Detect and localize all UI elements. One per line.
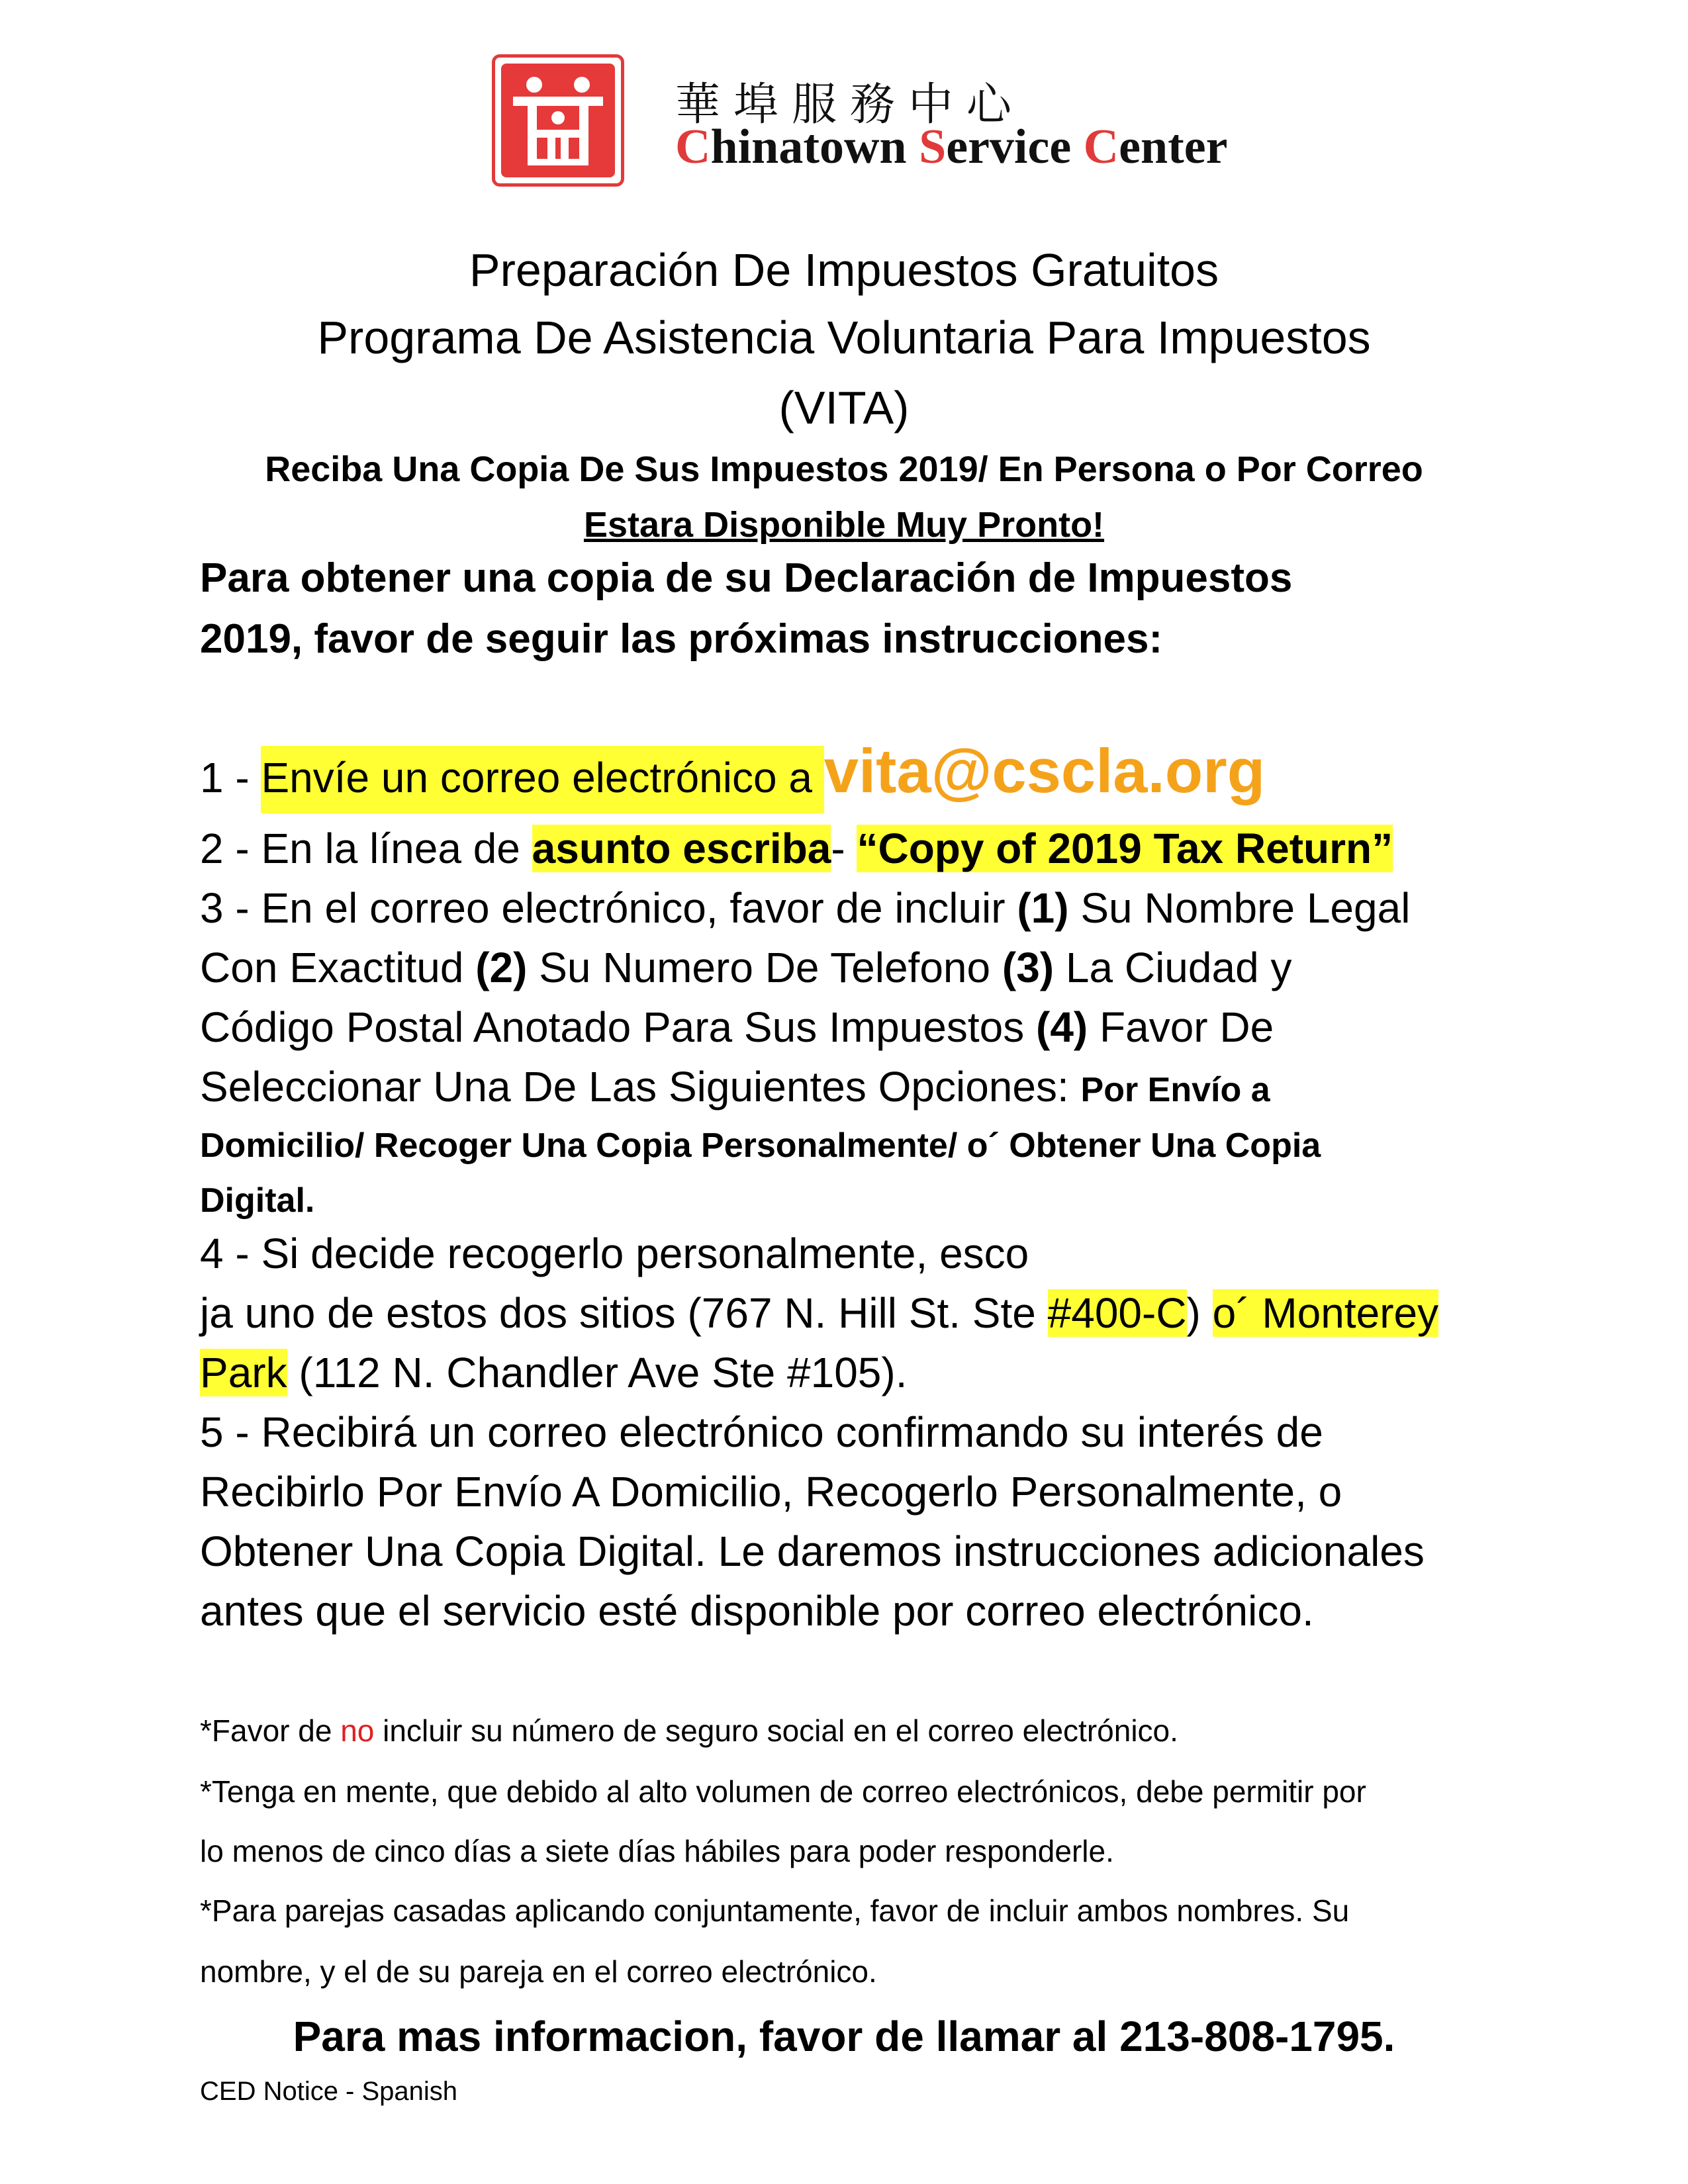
contact-phone-line: Para mas informacion, favor de llamar al 213-808-1795. — [293, 2013, 1395, 2060]
step-3-options-line-2: Domicilio/ Recoger Una Copia Personalmente/ o´ Obtener Una Copia — [200, 1126, 1321, 1165]
document-tag: CED Notice - Spanish — [200, 2077, 458, 2106]
address-highlight: #400-C — [1047, 1289, 1187, 1337]
title-line-3: (VITA) — [778, 382, 910, 433]
step-2 — [200, 827, 1393, 870]
note-1 — [200, 1713, 1178, 1749]
step-3-number: (1) — [1017, 884, 1069, 932]
logo-letter: S — [919, 120, 947, 174]
step-3-text: Con Exactitud — [200, 944, 476, 991]
logo-letter: C — [1083, 120, 1119, 174]
note-emphasis: no — [340, 1713, 375, 1748]
step-5-line-3: Obtener Una Copia Digital. Le daremos instrucciones adicionales — [200, 1527, 1425, 1575]
logo-chinese-name: 華埠服務中心 — [675, 79, 1025, 131]
step-2-highlight: asunto escriba — [532, 825, 831, 872]
step-3-text: La Ciudad y — [1054, 944, 1292, 991]
step-3-text: 3 - En el correo electrónico, favor de incluir — [200, 884, 1017, 932]
step-4-line-3 — [200, 1351, 907, 1394]
step-4-line-2 — [200, 1289, 1439, 1337]
step-3-text: Seleccionar Una De Las Siguientes Opciones: — [200, 1063, 1081, 1111]
step-5-line-4: antes que el servicio esté disponible por correo electrónico. — [200, 1587, 1314, 1635]
logo-word: enter — [1119, 120, 1228, 174]
step-4-text: ja uno de estos dos sitios (767 N. Hill St. Ste — [200, 1289, 1048, 1337]
step-3-number: (4) — [1036, 1003, 1088, 1051]
step-3-line-1 — [200, 884, 1411, 932]
note-3-line-1: *Para parejas casadas aplicando conjuntamente, favor de incluir ambos nombres. Su — [200, 1893, 1350, 1928]
step-1 — [200, 736, 1266, 805]
logo-mark — [492, 54, 624, 187]
title-line-1: Preparación De Impuestos Gratuitos — [469, 244, 1219, 296]
step-3-options-line-3: Digital. — [200, 1181, 315, 1220]
step-1-number: 1 - — [200, 754, 261, 801]
logo-english-name — [675, 119, 1227, 175]
subhead-line-2: Estara Disponible Muy Pronto! — [583, 505, 1105, 545]
location-highlight: Park — [200, 1349, 287, 1396]
step-4-text: (112 N. Chandler Ave Ste #105). — [287, 1349, 908, 1396]
subhead-line-1: Reciba Una Copia De Sus Impuestos 2019/ En Persona o Por Correo — [265, 449, 1423, 489]
note-2-line-2: lo menos de cinco días a siete días hábiles para poder responderle. — [200, 1834, 1114, 1868]
logo-word: ervice — [946, 120, 1084, 174]
title-line-2: Programa De Asistencia Voluntaria Para Impuestos — [317, 312, 1371, 363]
note-3-line-2: nombre, y el de su pareja en el correo electrónico. — [200, 1954, 877, 1989]
step-4-line-1: 4 - Si decide recogerlo personalmente, esco — [200, 1230, 1029, 1277]
step-5-line-2: Recibirlo Por Envío A Domicilio, Recogerlo Personalmente, o — [200, 1468, 1342, 1516]
step-3-text: Código Postal Anotado Para Sus Impuestos — [200, 1003, 1036, 1051]
step-3-line-2 — [200, 946, 1291, 989]
note-text: *Favor de — [200, 1713, 341, 1748]
step-3-option: Por Envío a — [1080, 1071, 1270, 1109]
step-3-text: Favor De — [1088, 1003, 1274, 1051]
step-1-text: Envíe un correo electrónico a — [261, 746, 823, 813]
step-2-text: 2 - En la línea de — [200, 825, 532, 872]
step-3-line-4 — [200, 1063, 1270, 1111]
logo-glyph-icon — [501, 64, 615, 177]
logo-word: hinatown — [710, 120, 919, 174]
step-3-number: (3) — [1002, 944, 1055, 991]
step-2-dash: - — [831, 825, 857, 872]
note-text: incluir su número de seguro social en el correo electrónico. — [374, 1713, 1178, 1748]
email-link[interactable]: vita@cscla.org — [823, 736, 1266, 805]
intro-line-1: Para obtener una copia de su Declaración de Impuestos — [200, 555, 1293, 601]
note-2-line-1: *Tenga en mente, que debido al alto volumen de correo electrónicos, debe permitir por — [200, 1774, 1366, 1809]
logo-letter: C — [675, 120, 711, 174]
step-4-text: ) — [1186, 1289, 1213, 1337]
location-highlight: o´ Monterey — [1212, 1289, 1439, 1337]
subject-line-text: “Copy of 2019 Tax Return” — [857, 825, 1393, 872]
step-5-line-1: 5 - Recibirá un correo electrónico confirmando su interés de — [200, 1408, 1323, 1456]
step-3-text: Su Numero De Telefono — [527, 944, 1002, 991]
step-3-number: (2) — [475, 944, 528, 991]
step-3-text: Su Nombre Legal — [1068, 884, 1411, 932]
intro-line-2: 2019, favor de seguir las próximas instrucciones: — [200, 616, 1163, 662]
step-3-line-3 — [200, 1003, 1274, 1051]
